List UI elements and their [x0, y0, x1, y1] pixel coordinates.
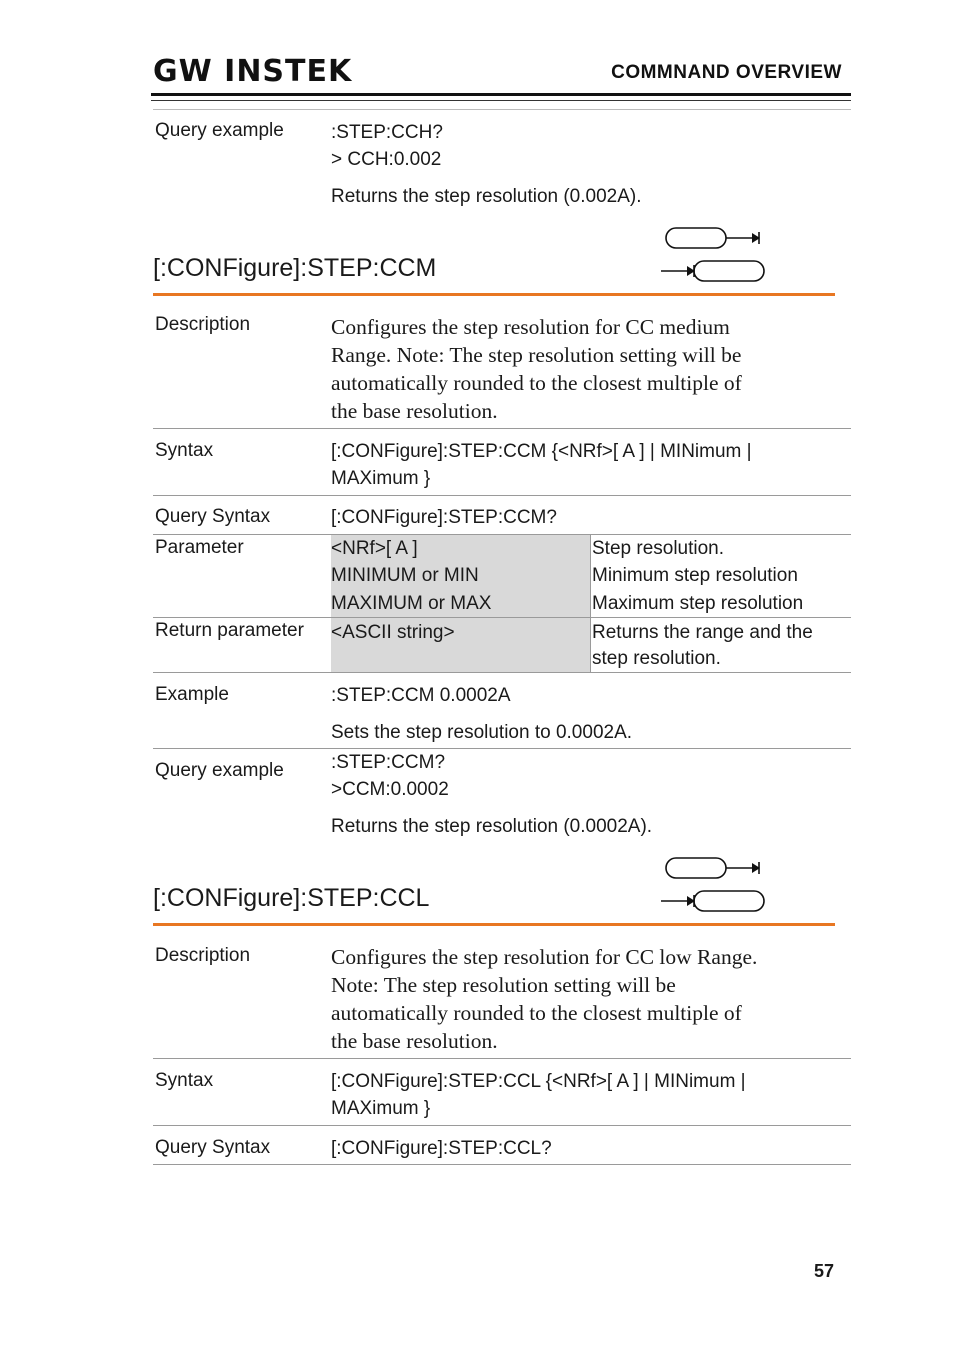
ccm-syntax-line-2: MAXimum } — [331, 468, 431, 489]
ccm-description-line-4: the base resolution. — [331, 399, 498, 423]
parameter-name: <NRf>[ A ] — [331, 538, 418, 559]
ccl-divider — [153, 1164, 851, 1165]
ccl-description-label: Description — [155, 945, 251, 966]
ccm-divider — [153, 617, 851, 618]
ccm-query-result: Returns the step resolution (0.0002A). — [331, 816, 653, 837]
ccl-divider — [153, 1125, 851, 1126]
ccm-section-title: [:CONFigure]:STEP:CCM — [153, 254, 437, 282]
ccm-syntax-label: Syntax — [155, 440, 214, 461]
page-number: 57 — [813, 1261, 834, 1281]
top-separator — [153, 109, 851, 110]
ccm-query-line-2: >CCM:0.0002 — [331, 779, 449, 800]
ccm-syntax-line-1: [:CONFigure]:STEP:CCM {<NRf>[ A ] | MINimum | — [331, 441, 752, 462]
ccm-parameter-label: Parameter — [155, 537, 244, 558]
ccl-syntax-label: Syntax — [155, 1070, 214, 1091]
parameter-name: MINIMUM or MIN — [331, 565, 479, 586]
cch-query-line-2: > CCH:0.002 — [331, 149, 442, 170]
return-desc-line-1: Returns the range and the — [592, 622, 813, 643]
header-rule-thick — [151, 93, 851, 96]
parameter-desc: Step resolution. — [592, 538, 725, 559]
set-command-icon — [660, 225, 768, 287]
ccm-divider — [153, 495, 851, 496]
ccm-description-line-2: Range. Note: The step resolution setting will be — [331, 343, 742, 367]
ccl-description-line-1: Configures the step resolution for CC low Range. — [331, 945, 758, 969]
ccl-section-title: [:CONFigure]:STEP:CCL — [153, 884, 430, 912]
ccm-query-syntax: [:CONFigure]:STEP:CCM? — [331, 507, 557, 528]
header-section-title: COMMNAND OVERVIEW — [611, 62, 842, 83]
ccl-description-line-4: the base resolution. — [331, 1029, 498, 1053]
parameter-name: MAXIMUM or MAX — [331, 593, 492, 614]
ccm-divider — [153, 428, 851, 429]
ccm-example: :STEP:CCM 0.0002A — [331, 685, 511, 706]
ccl-description-line-2: Note: The step resolution setting will be — [331, 973, 676, 997]
ccm-return-label: Return parameter — [155, 620, 304, 641]
ccl-title-underline — [153, 923, 835, 926]
ccm-query-line-1: :STEP:CCM? — [331, 752, 446, 773]
ccl-syntax-line-1: [:CONFigure]:STEP:CCL {<NRf>[ A ] | MINimum | — [331, 1071, 746, 1092]
return-name: <ASCII string> — [331, 622, 455, 643]
ccl-description-line-3: automatically rounded to the closest multiple of — [331, 1001, 742, 1025]
parameter-desc: Minimum step resolution — [592, 565, 798, 586]
ccl-syntax-line-2: MAXimum } — [331, 1098, 431, 1119]
ccm-description-line-3: automatically rounded to the closest multiple of — [331, 371, 742, 395]
cch-query-example-label: Query example — [155, 120, 284, 141]
header-rule-thin — [151, 100, 851, 101]
ccm-query-example-label: Query example — [155, 760, 284, 781]
ccm-divider — [153, 672, 851, 673]
ccm-divider — [153, 748, 851, 749]
ccm-description-line-1: Configures the step resolution for CC medium — [331, 315, 730, 339]
ccm-example-label: Example — [155, 684, 229, 705]
ccl-query-syntax-label: Query Syntax — [155, 1137, 271, 1158]
parameter-desc: Maximum step resolution — [592, 593, 804, 614]
ccm-title-underline — [153, 293, 835, 296]
set-command-icon — [660, 855, 768, 917]
parameter-column-divider — [590, 535, 591, 672]
cch-query-line-1: :STEP:CCH? — [331, 122, 443, 143]
ccl-divider — [153, 1058, 851, 1059]
ccl-query-syntax: [:CONFigure]:STEP:CCL? — [331, 1138, 552, 1159]
ccm-description-label: Description — [155, 314, 251, 335]
cch-query-result: Returns the step resolution (0.002A). — [331, 186, 642, 207]
return-desc-line-2: step resolution. — [592, 648, 721, 669]
ccm-query-syntax-label: Query Syntax — [155, 506, 271, 527]
gw-instek-logo: GW INSTEK — [153, 54, 353, 89]
ccm-example-result: Sets the step resolution to 0.0002A. — [331, 722, 633, 743]
